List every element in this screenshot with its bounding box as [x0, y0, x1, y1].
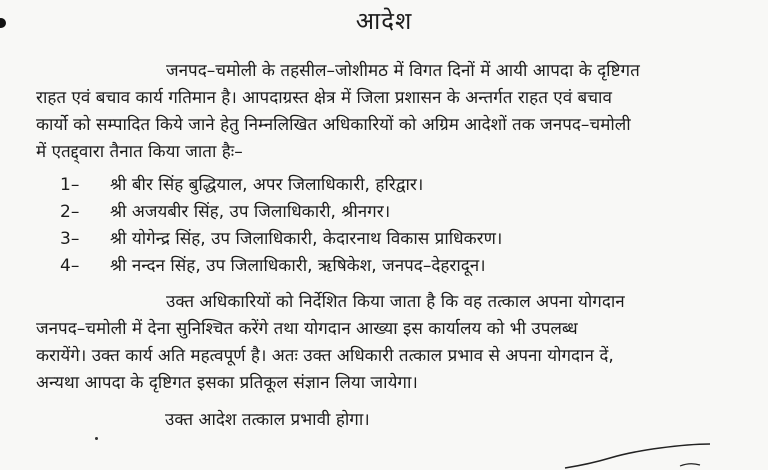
list-number: 3–: [60, 229, 80, 249]
list-item: [60, 226, 502, 253]
list-text: श्री नन्दन सिंह, उप जिलाधिकारी, ऋषिकेश, जनपद–देहरादून।: [110, 256, 486, 276]
list-number: 4–: [60, 256, 80, 276]
closing-line: उक्त आदेश तत्काल प्रभावी होगा।: [165, 410, 370, 430]
paragraph-line: करायेंगे। उक्त कार्य अति महत्वपूर्ण है। अतः उक्त अधिकारी तत्काल प्रभाव से अपना योगदान दें,: [36, 346, 614, 366]
list-number: 1–: [60, 175, 80, 195]
paragraph-line: अन्यथा आपदा के दृष्टिगत इसका प्रतिकूल संज्ञान लिया जायेगा।: [36, 373, 418, 393]
list-text: श्री बीर सिंह बुद्धियाल, अपर जिलाधिकारी, हरिद्वार।: [110, 175, 424, 195]
paragraph-line: में एतद्द्वारा तैनात किया जाता हैः–: [36, 142, 243, 162]
officer-list: [60, 172, 502, 280]
paragraph-line: उक्त अधिकारियों को निर्देशित किया जाता है कि वह तत्काल अपना योगदान: [166, 292, 625, 312]
paragraph-line: राहत एवं बचाव कार्य गतिमान है। आपदाग्रस्त क्षेत्र में जिला प्रशासन के अन्तर्गत राहत एवं बचाव: [36, 88, 612, 108]
paragraph-line: कार्यो को सम्पादित किये जाने हेतु निम्नलिखित अधिकारियों को अग्रिम आदेशों तक जनपद–चमोली: [36, 115, 631, 135]
document-title: आदेश: [355, 7, 413, 35]
list-item: [60, 253, 502, 280]
list-item: [60, 199, 502, 226]
list-number: 2–: [60, 202, 80, 222]
paragraph-line: जनपद–चमोली के तहसील–जोशीमठ में विगत दिनों में आयी आपदा के दृष्टिगत: [166, 61, 640, 81]
intro-paragraph: [36, 58, 738, 166]
instruction-paragraph: [36, 289, 738, 397]
paragraph-line: जनपद–चमोली में देना सुनिश्चित करेंगे तथा योगदान आख्या इस कार्यालय को भी उपलब्ध: [36, 319, 578, 339]
signature-stroke: [560, 440, 760, 470]
ink-dot: [95, 437, 98, 440]
list-item: [60, 172, 502, 199]
list-text: श्री अजयबीर सिंह, उप जिलाधिकारी, श्रीनगर।: [110, 202, 391, 222]
list-text: श्री योगेन्द्र सिंह, उप जिलाधिकारी, केदारनाथ विकास प्राधिकरण।: [110, 229, 503, 249]
